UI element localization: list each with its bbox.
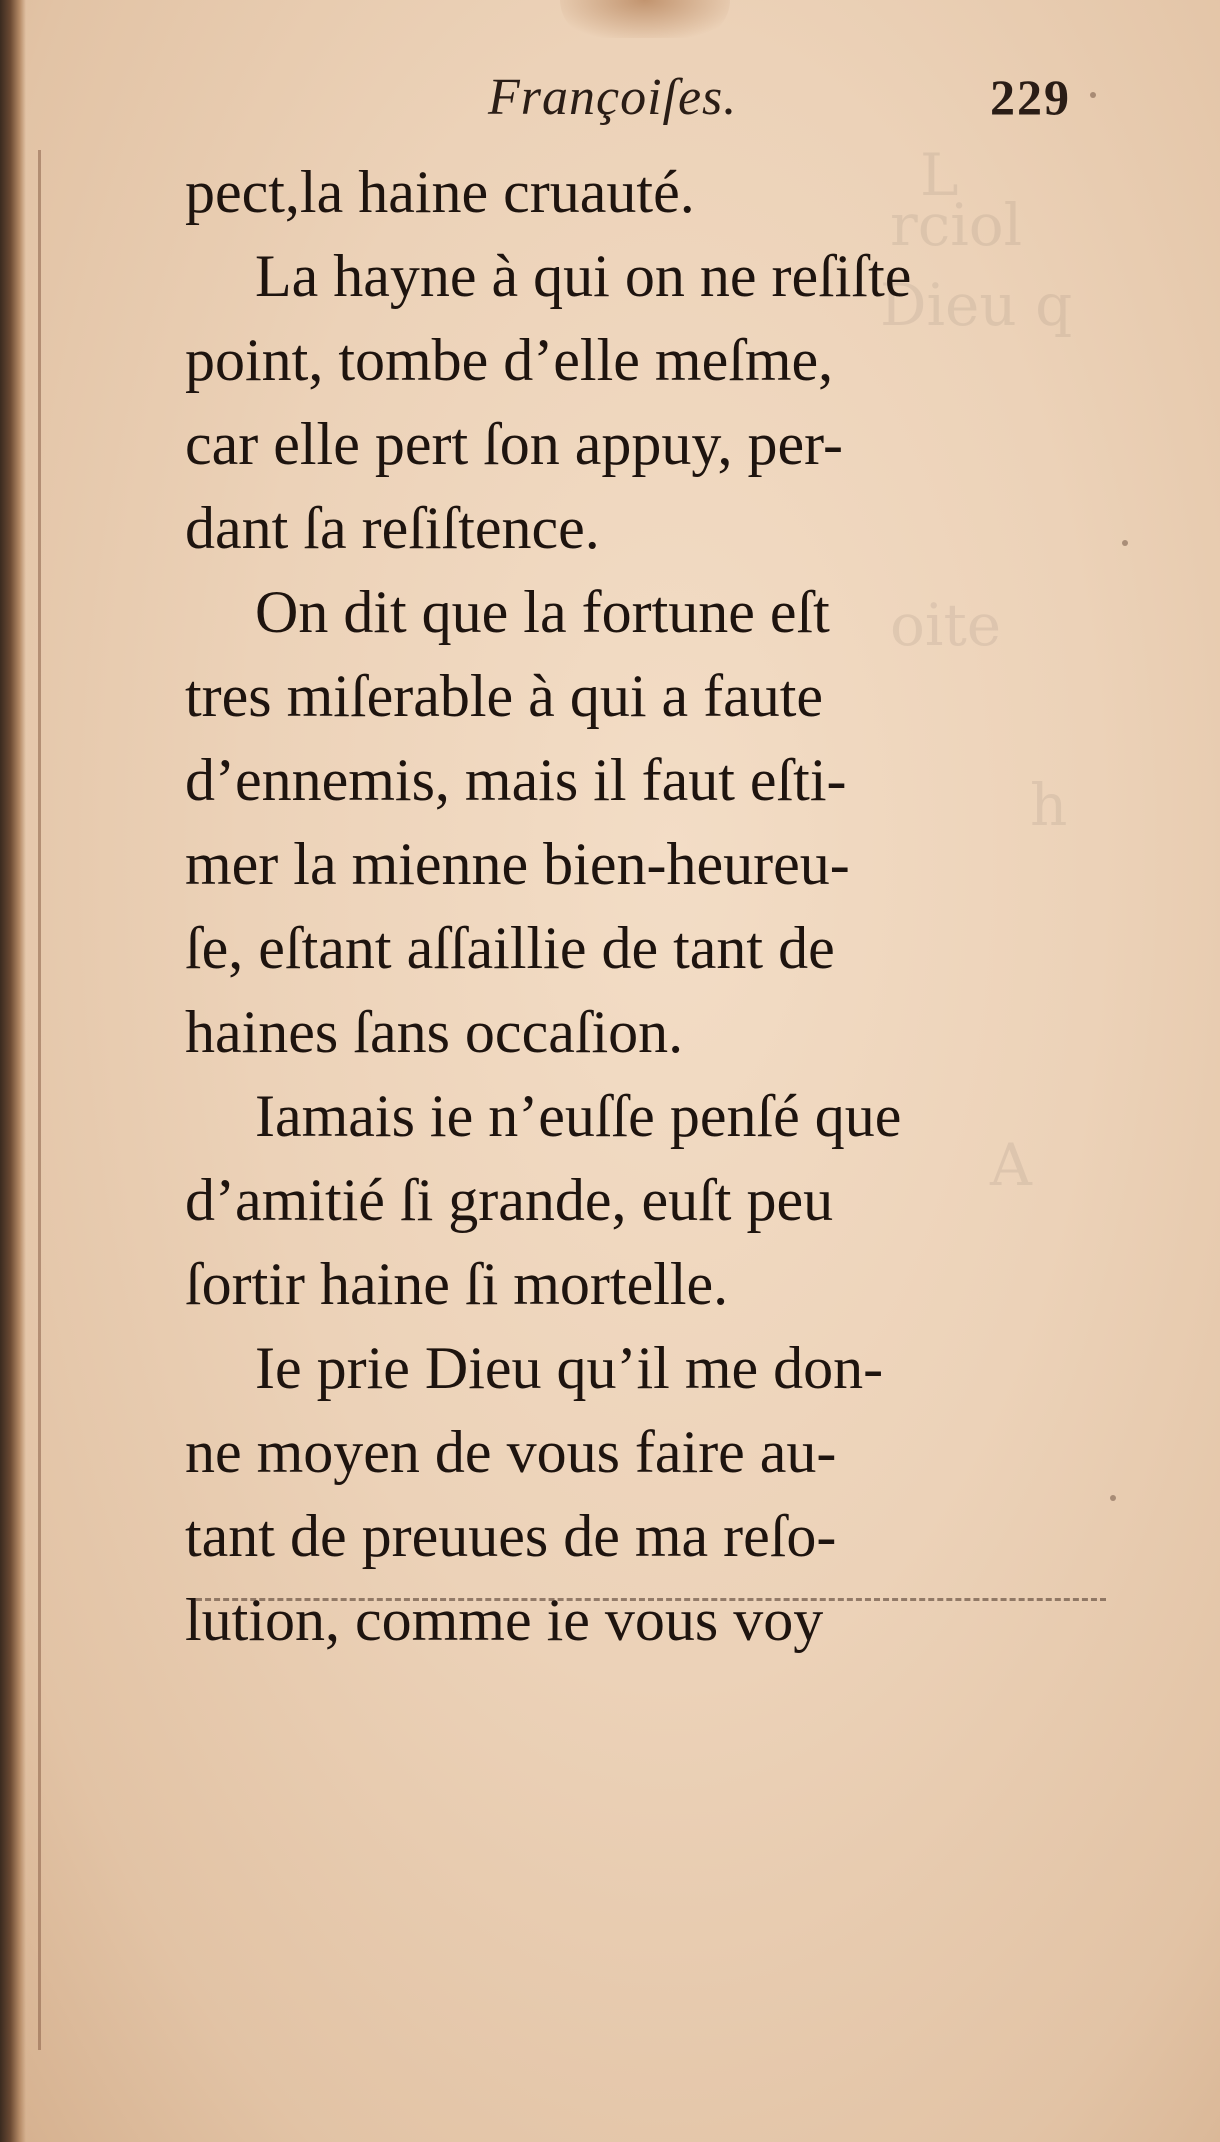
- text-line: La hayne à qui on ne reſiſte: [255, 243, 912, 309]
- bleed-fragment: A: [990, 1131, 1032, 1199]
- text-line: ne moyen de vous faire au-: [185, 1419, 837, 1485]
- ink-speck: [1090, 92, 1096, 98]
- page-header: [0, 68, 1220, 138]
- ink-speck: [1110, 1495, 1116, 1501]
- text-line: On dit que la fortune eſt: [255, 579, 830, 645]
- text-line: mer la mienne bien-heureu-: [185, 831, 850, 897]
- text-line: haines ſans occaſion.: [185, 999, 684, 1065]
- bleed-fragment: Dieu q: [880, 271, 1073, 339]
- text-line: d’amitié ſi grande, euſt peu: [185, 1167, 834, 1233]
- bleed-fragment: L: [920, 141, 959, 209]
- text-line: Iamais ie n’euſſe penſé que: [255, 1083, 902, 1149]
- body-text: [185, 150, 1115, 1662]
- text-line: dant ſa reſiſtence.: [185, 495, 600, 561]
- text-line: lution, comme ie vous voy: [185, 1587, 824, 1653]
- paper-stain: [560, 0, 730, 38]
- page-edge-shadow: [0, 0, 26, 2142]
- text-line: point, tombe d’elle meſme,: [185, 327, 834, 393]
- text-line: ſortir haine ſi mortelle.: [185, 1251, 729, 1317]
- text-line: tant de preuues de ma reſo-: [185, 1503, 837, 1569]
- running-title: Françoiſes.: [488, 69, 738, 126]
- text-line: ſe, eſtant aſſaillie de tant de: [185, 915, 835, 981]
- page-number: 229: [990, 69, 1071, 125]
- spine-line: [38, 150, 41, 2050]
- bleed-fragment: h: [1030, 771, 1068, 839]
- text-line: tres miſerable à qui a faute: [185, 663, 824, 729]
- text-line: Ie prie Dieu qu’il me don-: [255, 1335, 884, 1401]
- ink-speck: [1122, 540, 1128, 546]
- bleed-fragment: oite: [890, 591, 1002, 659]
- bleed-fragment: rciol: [890, 191, 1023, 259]
- text-line: d’ennemis, mais il faut eſti-: [185, 747, 847, 813]
- print-rule: [196, 1598, 1106, 1601]
- text-line: pect,la haine cruauté.: [185, 159, 695, 225]
- text-line: car elle pert ſon appuy, per-: [185, 411, 843, 477]
